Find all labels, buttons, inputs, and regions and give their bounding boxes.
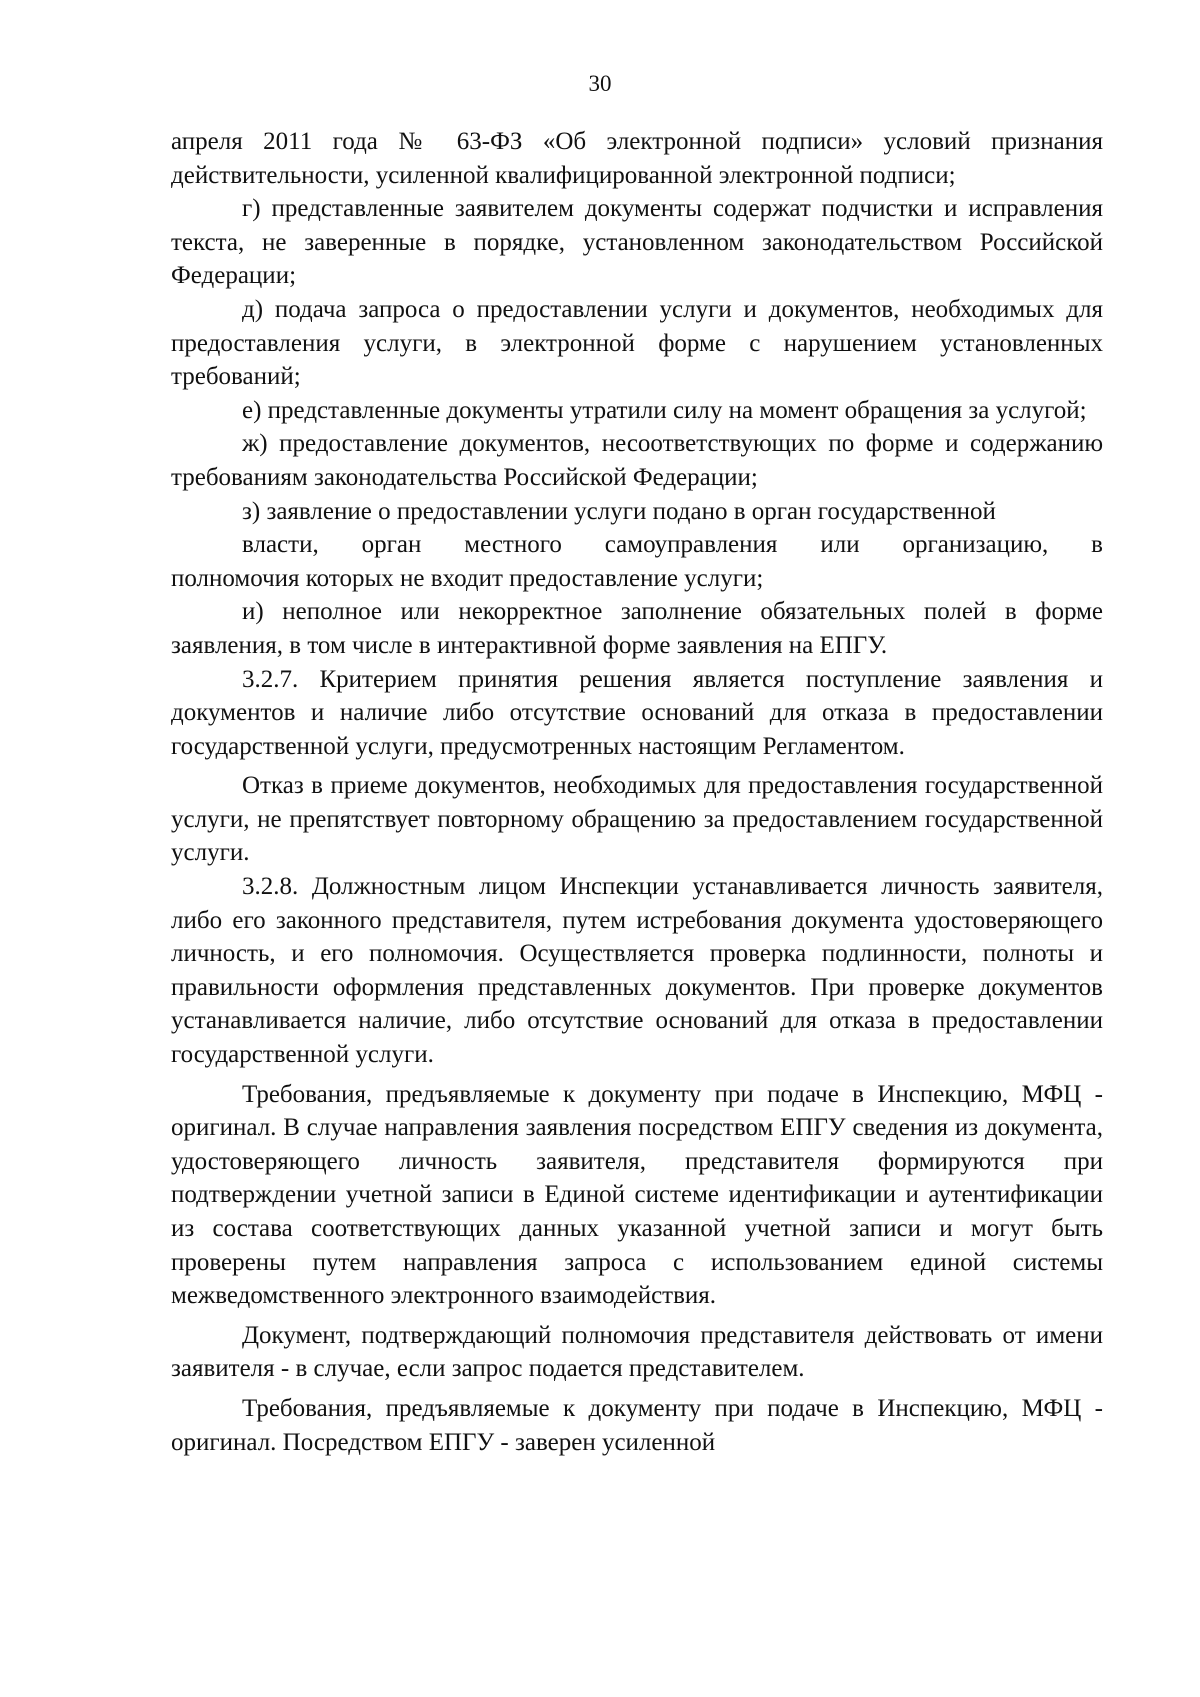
paragraph-item-z (171, 495, 1103, 596)
paragraph-3-2-8: 3.2.8. Должностным лицом Инспекции устанавливается личность заявителя, либо его законного представителя, путем истребования документа удостоверяющего личность, и его полномочия. Осуществляется проверка подлинности, полноты и правильности оформления представленных документов. При проверке документов устанавливается наличие, либо отсутствие оснований для отказа в предоставлении государственной услуги. (171, 873, 1103, 1069)
paragraph-item-i: и) неполное или некорректное заполнение обязательных полей в форме заявления, в том числе в интерактивной форме заявления на ЕПГУ. (171, 598, 1103, 659)
paragraph-representative-authority: Документ, подтверждающий полномочия представителя действовать от имени заявителя - в случае, если запрос подается представителем. (171, 1321, 1103, 1383)
paragraph-item-e: е) представленные документы утратили силу на момент обращения за услугой; (242, 396, 1087, 424)
paragraph-authority-document-requirements: Требования, предъявляемые к документу при подаче в Инспекцию, МФЦ - оригинал. Посредством ЕПГУ - заверен усиленной (171, 1394, 1103, 1456)
paragraph-item-z-line-2: власти, орган местного самоуправления или организацию, в (242, 531, 1103, 559)
paragraph-item-z-line-3: полномочия которых не входит предоставление услуги; (171, 564, 764, 592)
paragraph-item-d: д) подача запроса о предоставлении услуги и документов, необходимых для предоставления услуги, в электронной форме с нарушением установленных требований; (171, 295, 1103, 391)
paragraph-3-2-7: 3.2.7. Критерием принятия решения является поступление заявления и документов и наличие либо отсутствие оснований для отказа в предоставлении государственной услуги, предусмотренных настоящим Регламентом. (171, 665, 1103, 760)
paragraph-signature-conditions: апреля 2011 года № 63-ФЗ «Об электронной подписи» условий признания действительности, усиленной квалифицированной электронной подписи; (171, 128, 1103, 189)
paragraph-item-z-line-1: з) заявление о предоставлении услуги подано в орган государственной (242, 497, 996, 525)
paragraph-item-g: г) представленные заявителем документы содержат подчистки и исправления текста, не заверенные в порядке, установленном законодательством Российской Федерации; (171, 195, 1103, 290)
paragraph-refusal-note: Отказ в приеме документов, необходимых для предоставления государственной услуги, не препятствует повторному обращению за предоставлением государственной услуги. (171, 772, 1103, 867)
paragraph-identity-document-requirements: Требования, предъявляемые к документу при подаче в Инспекцию, МФЦ - оригинал. В случае направления заявления посредством ЕПГУ сведения из документа, удостоверяющего личность заявителя, представителя формируются при подтверждении учетной записи в Единой системе идентификации и аутентификации из состава соответствующих данных указанной учетной записи и могут быть проверены путем направления запроса с использованием единой системы межведомственного электронного взаимодействия. (171, 1080, 1103, 1310)
page-number: 30 (588, 71, 612, 96)
paragraph-item-zh: ж) предоставление документов, несоответствующих по форме и содержанию требованиям законодательства Российской Федерации; (171, 430, 1103, 491)
document-body (171, 125, 1103, 1459)
